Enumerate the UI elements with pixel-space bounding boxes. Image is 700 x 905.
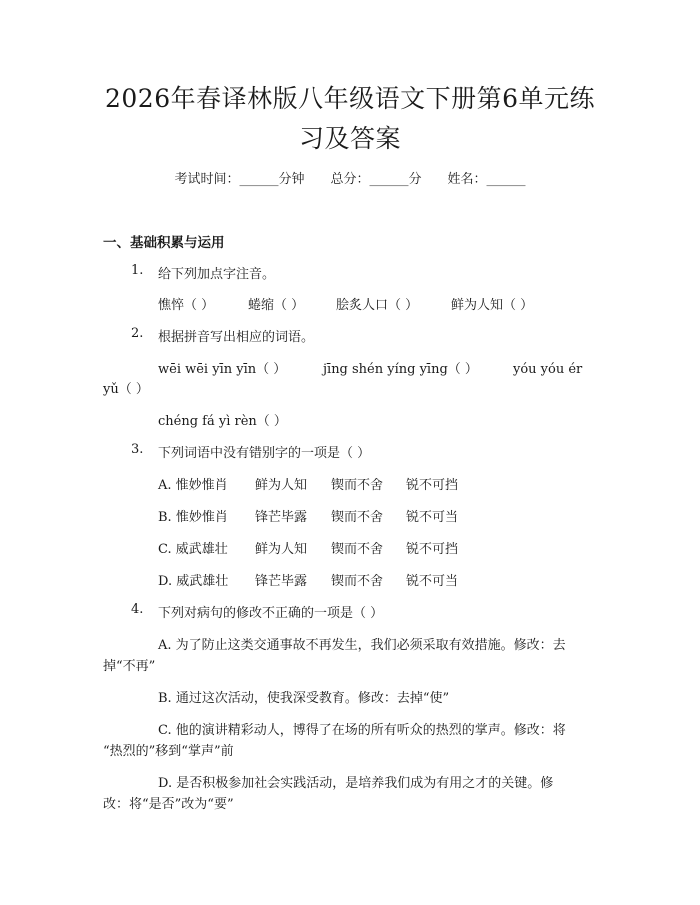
q3-word: 锋芒毕露: [255, 510, 308, 525]
q1-item: 脍炙人口（ ）: [336, 298, 419, 313]
question-3-number: 3.: [131, 442, 144, 457]
question-4-option-d-line-1: D. 是否积极参加社会实践活动，是培养我们成为有用之才的关键。修: [158, 776, 554, 791]
q3-word: 锲而不舍: [331, 542, 384, 557]
question-3-option-b: [158, 506, 458, 525]
q3-word: 锋芒毕露: [255, 574, 308, 589]
question-1-text: 给下列加点字注音。: [158, 267, 276, 282]
question-3-text: 下列词语中没有错别字的一项是（ ）: [158, 446, 371, 461]
q3-word: 鲜为人知: [255, 478, 308, 493]
q1-item: 憔悴（ ）: [158, 298, 215, 313]
q2-pinyin: wēi wēi yīn yīn（ ）: [158, 362, 287, 377]
question-3-option-a: [158, 474, 458, 493]
q1-item: 蜷缩（ ）: [248, 298, 305, 313]
q3-word: A. 惟妙惟肖: [158, 478, 228, 493]
q3-word: 锲而不舍: [331, 478, 384, 493]
question-2-line-3: chéng fá yì rèn（ ）: [158, 414, 287, 429]
page-title-line-2: 习及答案: [298, 124, 401, 153]
q3-word: 鲜为人知: [255, 542, 308, 557]
q3-word: 锲而不舍: [331, 510, 384, 525]
question-2-text: 根据拼音写出相应的词语。: [158, 330, 315, 345]
q3-word: B. 惟妙惟肖: [158, 510, 228, 525]
question-3-option-d: [158, 570, 458, 589]
question-4-option-a-line-1: A. 为了防止这类交通事故不再发生，我们必须采取有效措施。修改：去: [158, 638, 566, 653]
question-4-text: 下列对病句的修改不正确的一项是（ ）: [158, 606, 384, 621]
total-score-field: 总分：______分: [330, 172, 422, 187]
question-4-option-b: B. 通过这次活动，使我深受教育。修改：去掉“使”: [158, 691, 450, 706]
q3-word: 锐不可当: [406, 510, 459, 525]
q3-word: 锐不可当: [406, 574, 459, 589]
q3-word: D. 威武雄壮: [158, 574, 229, 589]
question-4-number: 4.: [131, 602, 144, 617]
question-1-number: 1.: [131, 263, 144, 278]
student-name-field: 姓名：______: [447, 172, 526, 187]
q3-word: C. 威武雄壮: [158, 542, 228, 557]
exam-time-field: 考试时间：______分钟: [174, 172, 305, 187]
question-2-line-2: yǔ（ ）: [103, 382, 149, 397]
question-2-line-1: [158, 358, 582, 377]
question-4-option-a-line-2: 掉“不再”: [103, 659, 156, 674]
q3-word: 锐不可挡: [406, 478, 459, 493]
question-3-option-c: [158, 538, 458, 557]
question-1-items: [158, 294, 533, 313]
q3-word: 锐不可挡: [406, 542, 459, 557]
question-2-number: 2.: [131, 326, 144, 341]
question-4-option-c-line-1: C. 他的演讲精彩动人，博得了在场的所有听众的热烈的掌声。修改：将: [158, 723, 566, 738]
q3-word: 锲而不舍: [331, 574, 384, 589]
page-title-line-1: 2026年春译林版八年级语文下册第6单元练: [104, 84, 596, 113]
question-4-option-c-line-2: “热烈的”移到“掌声”前: [103, 744, 234, 759]
q2-pinyin: jīng shén yíng yīng（ ）: [323, 362, 478, 377]
q2-pinyin: yóu yóu ér: [513, 362, 583, 377]
exam-info-line: [0, 168, 700, 187]
section-heading: 一、基础积累与运用: [103, 235, 225, 251]
question-4-option-d-line-2: 改：将“是否”改为“要”: [103, 797, 234, 812]
q1-item: 鲜为人知（ ）: [451, 298, 534, 313]
